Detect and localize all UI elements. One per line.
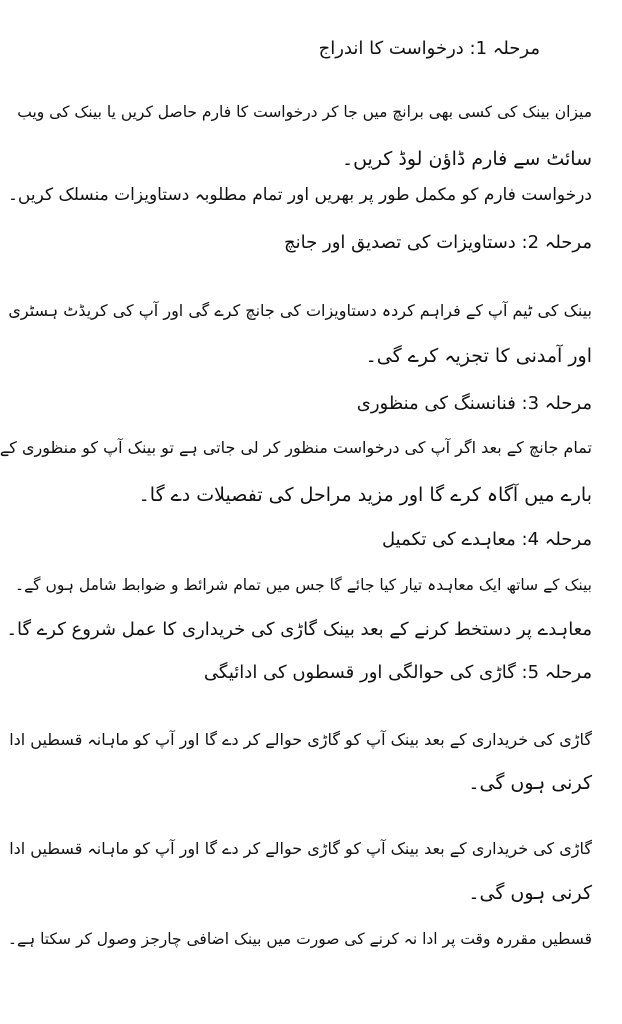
stage-5-line-2: کرنی ہوں گی۔ [468,772,592,794]
stage-4-line-1: بینک کے ساتھ ایک معاہدہ تیار کیا جائے گا جس میں تمام شرائط و ضوابط شامل ہوں گے۔ [15,576,592,594]
stage-5-heading: مرحلہ 5: گاڑی کی حوالگی اور قسطوں کی ادائیگی [203,662,592,683]
stage-4-line-2: معاہدے پر دستخط کرنے کے بعد بینک گاڑی کی خریداری کا عمل شروع کرے گا۔ [6,619,592,640]
stage-4-heading: مرحلہ 4: معاہدے کی تکمیل [382,529,592,550]
stage-3-line-2: بارے میں آگاہ کرے گا اور مزید مراحل کی تفصیلات دے گا۔ [138,484,592,506]
stage-5-line-5: قسطیں مقررہ وقت پر ادا نہ کرنے کی صورت میں بینک اضافی چارجز وصول کر سکتا ہے۔ [7,930,592,948]
stage-3-line-1: تمام جانچ کے بعد اگر آپ کی درخواست منظور کر لی جاتی ہے تو بینک آپ کو منظوری کے [0,438,592,457]
stage-5-line-1: گاڑی کی خریداری کے بعد بینک آپ کو گاڑی حوالے کر دے گا اور آپ کو ماہانہ قسطیں ادا [9,730,592,749]
stage-5-line-4: کرنی ہوں گی۔ [468,882,592,904]
stage-1-line-1: میزان بینک کی کسی بھی برانچ میں جا کر درخواست کا فارم حاصل کریں یا بینک کی ویب [17,103,592,121]
stage-1-line-3: درخواست فارم کو مکمل طور پر بھریں اور تمام مطلوبہ دستاویزات منسلک کریں۔ [7,185,592,205]
stage-2-heading: مرحلہ 2: دستاویزات کی تصدیق اور جانچ [284,232,592,253]
stage-2-line-1: بینک کی ٹیم آپ کے فراہم کردہ دستاویزات کی جانچ کرے گی اور آپ کی کریڈٹ ہسٹری [8,301,592,320]
stage-3-heading: مرحلہ 3: فنانسنگ کی منظوری [356,393,592,414]
stage-5-line-3: گاڑی کی خریداری کے بعد بینک آپ کو گاڑی حوالے کر دے گا اور آپ کو ماہانہ قسطیں ادا [9,839,592,858]
stage-1-line-2: سائٹ سے فارم ڈاؤن لوڈ کریں۔ [341,148,592,170]
stage-2-line-2: اور آمدنی کا تجزیہ کرے گی۔ [365,345,592,367]
stage-1-heading: مرحلہ 1: درخواست کا اندراج [318,38,540,59]
